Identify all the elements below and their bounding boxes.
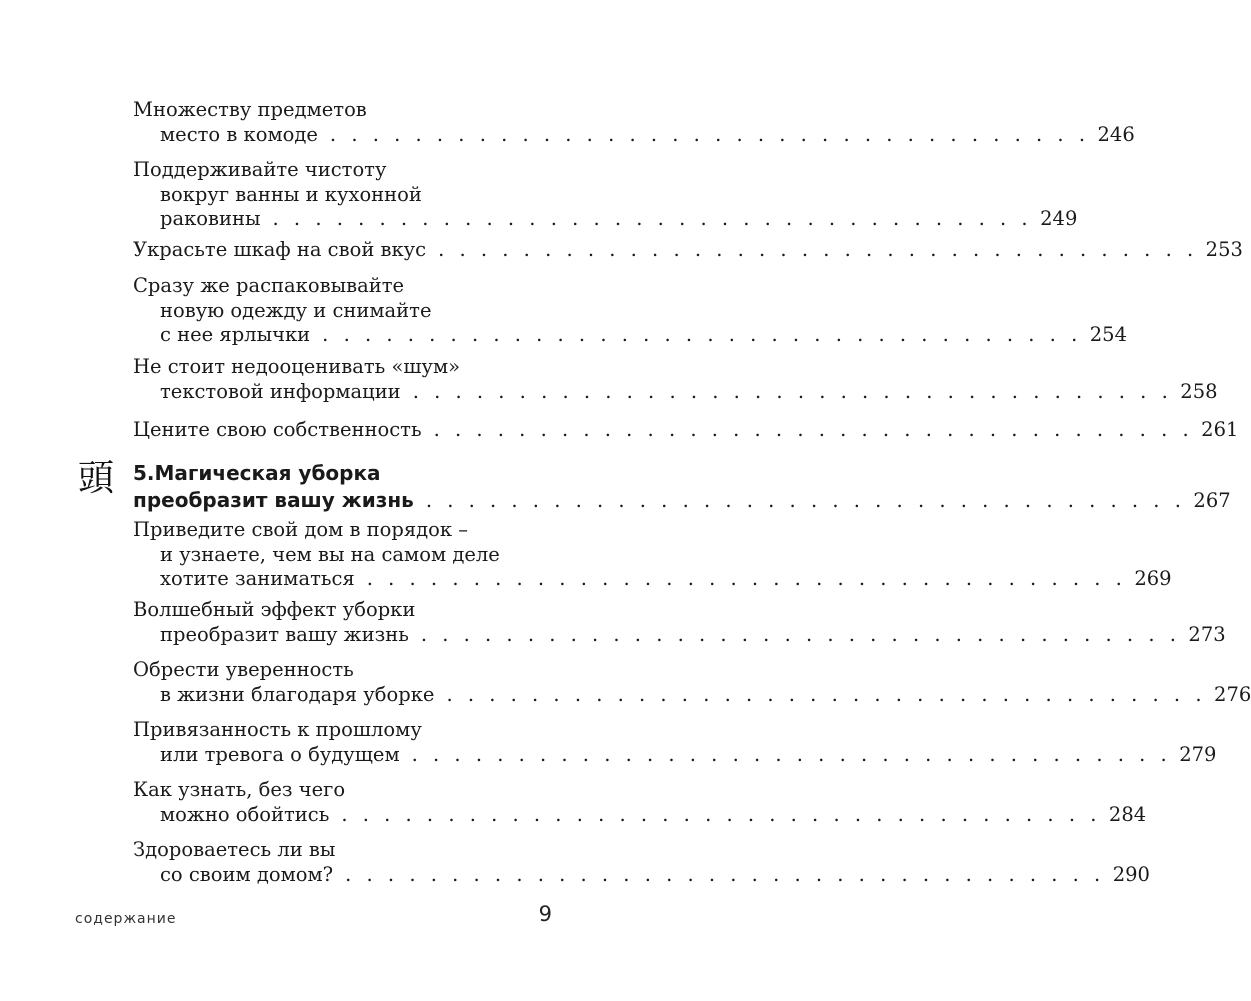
dot-leader: . . . . . . . . . . . . . . . . . . . . . . . . . . . . . . . . . . . . [329, 122, 1090, 146]
toc-page-number: 290 [1112, 862, 1150, 886]
toc-entry-title-line: Множеству предметов [133, 98, 367, 121]
dot-leader: . . . . . . . . . . . . . . . . . . . . . . . . . . . . . . . . . . . . [322, 323, 1082, 346]
toc-entry-title-line: вокруг ванны и кухонной [160, 182, 422, 206]
toc-entry-title-line: хотите заниматься [160, 567, 355, 590]
toc-page-number: 258 [1180, 379, 1218, 403]
toc-entry-title-line: раковины [160, 207, 261, 230]
dot-leader: . . . . . . . . . . . . . . . . . . . . . . . . . . . . . . . . . . . . [420, 622, 1181, 646]
toc-entry[interactable] [133, 518, 1172, 592]
toc-entry-title-line: со своим домом? [160, 862, 334, 886]
toc-entry[interactable] [133, 355, 1218, 404]
toc-entry-title-line: или тревога о будущем [160, 742, 400, 766]
dot-leader: . . . . . . . . . . . . . . . . . . . . . . . . . . . . . . . . . . . . [433, 418, 1194, 441]
toc-entry[interactable] [133, 238, 1243, 263]
dot-leader: . . . . . . . . . . . . . . . . . . . . . . . . . . . . . . . . . . . . [272, 207, 1033, 230]
toc-entry-title-line: и узнаете, чем вы на самом деле [160, 542, 500, 566]
toc-entry-title-line: Не стоит недооценивать «шум» [133, 355, 461, 378]
toc-page-number: 269 [1134, 567, 1172, 590]
toc-entry-title-line: преобразит вашу жизнь [160, 622, 409, 646]
dot-leader: . . . . . . . . . . . . . . . . . . . . . . . . . . . . . . . . . . . . [345, 862, 1105, 886]
toc-entry-title-line: Украсьте шкаф на свой вкус [133, 238, 427, 261]
toc-entry-title-line: Волшебный эффект уборки [133, 598, 416, 621]
toc-entry[interactable] [133, 658, 1251, 707]
toc-entry[interactable] [133, 598, 1226, 647]
toc-page-number: 267 [1193, 489, 1231, 512]
toc-page-number: 276 [1214, 682, 1251, 706]
toc-entry-title-line: Обрести уверенность [133, 658, 354, 681]
chapter-kanji-icon: 頭 [78, 458, 115, 499]
dot-leader: . . . . . . . . . . . . . . . . . . . . . . . . . . . . . . . . . . . . [412, 379, 1173, 403]
toc-page-number: 253 [1205, 238, 1243, 261]
toc-entry-title-line: Сразу же распаковывайте [133, 274, 405, 297]
toc-entry-title-line: Цените свою собственность [133, 418, 422, 441]
toc-entry-title-line: Здороваетесь ли вы [133, 838, 336, 861]
toc-entry-title-line: Как узнать, без чего [133, 778, 346, 801]
toc-entry[interactable] [133, 778, 1147, 827]
toc-entry-title-line: с нее ярлычки [160, 323, 311, 346]
toc-entry-title-line: текстовой информации [160, 379, 401, 403]
toc-entry[interactable] [133, 98, 1135, 147]
toc-entry[interactable] [133, 274, 1127, 348]
toc-entry[interactable] [133, 418, 1239, 443]
toc-page-number: 284 [1108, 802, 1147, 826]
chapter-title-line: 5.Магическая уборка [133, 461, 381, 485]
dot-leader: . . . . . . . . . . . . . . . . . . . . . . . . . . . . . . . . . . . . [425, 489, 1186, 512]
toc-entry-title-line: место в комоде [160, 122, 318, 146]
toc-entry-title-line: Приведите свой дом в порядок – [133, 518, 469, 541]
toc-entry-title-line: Привязанность к прошлому [133, 718, 422, 741]
toc-entry-title-line: можно обойтись [160, 802, 330, 826]
dot-leader: . . . . . . . . . . . . . . . . . . . . . . . . . . . . . . . . . . . . [446, 682, 1207, 706]
toc-entry-title-line: Поддерживайте чистоту [133, 158, 387, 181]
dot-leader: . . . . . . . . . . . . . . . . . . . . . . . . . . . . . . . . . . . . [411, 742, 1172, 766]
running-footer-section-label: содержание [75, 911, 177, 927]
toc-page-number: 273 [1188, 622, 1226, 646]
folio-page-number: 9 [538, 902, 552, 926]
dot-leader: . . . . . . . . . . . . . . . . . . . . . . . . . . . . . . . . . . . . [341, 802, 1101, 826]
dot-leader: . . . . . . . . . . . . . . . . . . . . . . . . . . . . . . . . . . . . [438, 238, 1198, 261]
toc-page-number: 261 [1201, 418, 1239, 441]
toc-page-number: 254 [1089, 323, 1127, 346]
chapter-title-line: преобразит вашу жизнь [133, 488, 414, 512]
toc-chapter-heading[interactable] [133, 460, 1231, 514]
toc-entry[interactable] [133, 838, 1150, 887]
toc-page-number: 279 [1179, 742, 1217, 766]
toc-page-number: 249 [1040, 207, 1078, 230]
toc-entry[interactable] [133, 158, 1078, 232]
toc-page-number: 246 [1097, 122, 1135, 146]
toc-entry[interactable] [133, 718, 1217, 767]
dot-leader: . . . . . . . . . . . . . . . . . . . . . . . . . . . . . . . . . . . . [366, 567, 1127, 590]
toc-entry-title-line: новую одежду и снимайте [160, 298, 432, 322]
toc-entry-title-line: в жизни благодаря уборке [160, 682, 435, 706]
